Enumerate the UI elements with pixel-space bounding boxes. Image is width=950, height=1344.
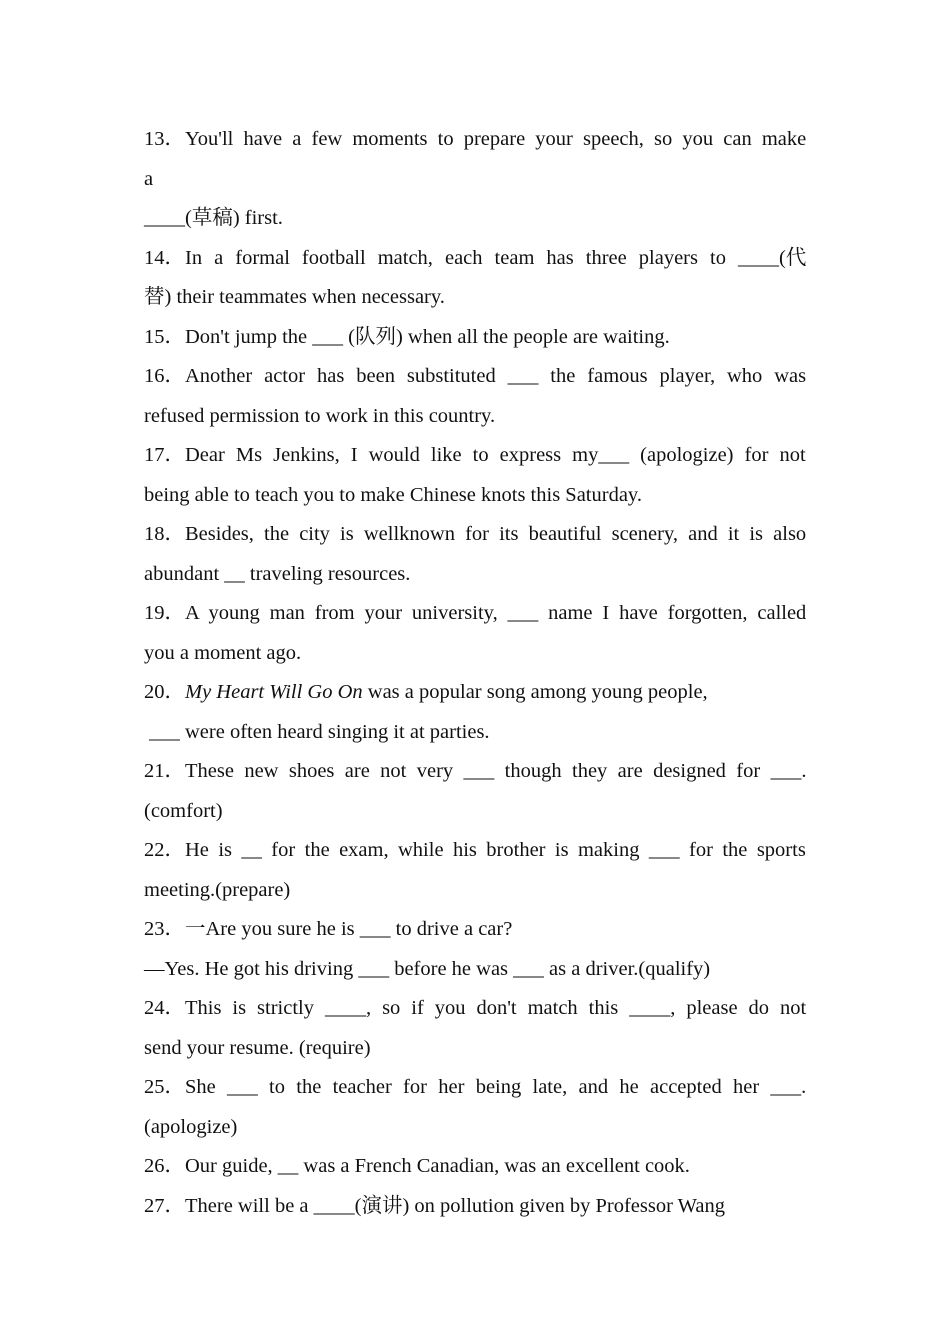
- question-24-line-2: send your resume. (require): [144, 1036, 371, 1059]
- question-15: [144, 318, 806, 358]
- question-20-number: 20．: [144, 681, 185, 703]
- question-19-line-2: you a moment ago.: [144, 641, 302, 664]
- question-24: [144, 989, 806, 1068]
- question-20-line-1: [144, 673, 806, 713]
- question-14-line-2: 替) their teammates when necessary.: [144, 286, 445, 308]
- worksheet-page: [144, 120, 806, 1226]
- question-15-line-1: 15．Don't jump the ___ (队列) when all the people are waiting.: [144, 325, 670, 348]
- question-23: [144, 910, 806, 989]
- question-16-line-2: refused permission to work in this country.: [144, 404, 496, 427]
- question-21: [144, 752, 806, 831]
- question-19-line-1: 19．A young man from your university, ___ name I have forgotten, called: [144, 602, 807, 624]
- question-22-line-2: meeting.(prepare): [144, 878, 291, 901]
- question-18-line-2: abundant __ traveling resources.: [144, 562, 411, 585]
- question-23-line-2: —Yes. He got his driving ___ before he was ___ as a driver.(qualify): [144, 957, 711, 980]
- question-14-line-1: 14．In a formal football match, each team has three players to ____(代: [144, 246, 807, 269]
- question-13: [144, 120, 806, 239]
- question-24-line-1: 24．This is strictly ____, so if you don't match this ____, please do not: [144, 997, 807, 1019]
- question-18-line-1: 18．Besides, the city is wellknown for its beautiful scenery, and it is also: [144, 523, 807, 545]
- question-18: [144, 515, 806, 594]
- question-25: [144, 1068, 806, 1147]
- question-20-text: was a popular song among young people,: [362, 681, 708, 703]
- question-27-line-1: 27．There will be a ____(演讲) on pollution given by Professor Wang: [144, 1194, 725, 1217]
- question-22-line-1: 22．He is __ for the exam, while his brother is making ___ for the sports: [144, 839, 806, 861]
- question-13-line-1: 13．You'll have a few moments to prepare your speech, so you can make: [144, 128, 807, 150]
- question-22: [144, 831, 806, 910]
- question-27: [144, 1187, 806, 1227]
- question-19: [144, 594, 806, 673]
- question-13-line-2: a: [144, 167, 154, 190]
- question-17: [144, 436, 806, 515]
- question-26-line-1: 26．Our guide, __ was a French Canadian, was an excellent cook.: [144, 1155, 690, 1177]
- question-14: [144, 239, 806, 318]
- question-21-line-2: (comfort): [144, 799, 223, 822]
- question-16: [144, 357, 806, 436]
- question-20-line-2: ___ were often heard singing it at parties.: [144, 720, 490, 743]
- song-title: My Heart Will Go On: [185, 681, 363, 703]
- question-17-line-2: being able to teach you to make Chinese knots this Saturday.: [144, 483, 642, 506]
- question-21-line-1: 21．These new shoes are not very ___ though they are designed for ___.: [144, 760, 807, 782]
- question-13-line-3: ____(草稿) first.: [144, 207, 283, 229]
- question-20: [144, 673, 806, 752]
- question-17-line-1: 17．Dear Ms Jenkins, I would like to express my___ (apologize) for not: [144, 444, 806, 466]
- question-23-line-1: 23．一Are you sure he is ___ to drive a car?: [144, 918, 513, 940]
- question-25-line-1: 25．She ___ to the teacher for her being late, and he accepted her ___.: [144, 1076, 807, 1098]
- question-16-line-1: 16．Another actor has been substituted ___ the famous player, who was: [144, 365, 807, 387]
- question-26: [144, 1147, 806, 1187]
- question-25-line-2: (apologize): [144, 1115, 238, 1138]
